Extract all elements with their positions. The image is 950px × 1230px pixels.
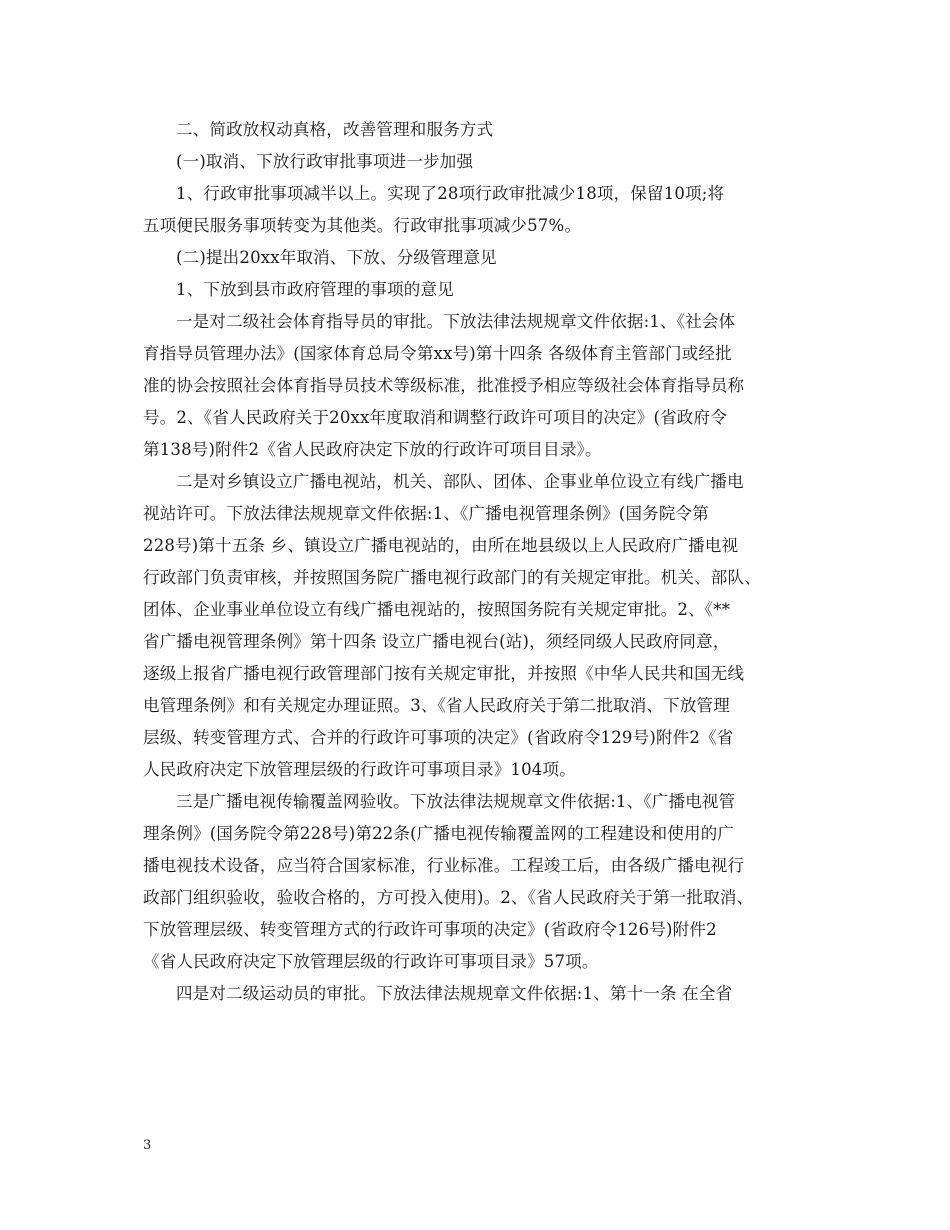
text-line: 1、行政审批事项减半以上。实现了28项行政审批减少18项，保留10项;将 <box>176 184 725 203</box>
text-line: 三是广播电视传输覆盖网验收。下放法律法规规章文件依据:1、《广播电视管 <box>176 792 736 811</box>
text-line: (二)提出20xx年取消、下放、分级管理意见 <box>176 248 497 267</box>
text-line: 下放管理层级、转变管理方式的行政许可事项的决定》(省政府令126号)附件2 <box>143 920 717 939</box>
text-line: 电管理条例》和有关规定办理证照。3、《省人民政府关于第二批取消、下放管理 <box>143 696 730 715</box>
text-line: 号。2、《省人民政府关于20xx年度取消和调整行政许可项目的决定》(省政府令 <box>143 408 727 427</box>
text-line: 人民政府决定下放管理层级的行政许可事项目录》104项。 <box>143 760 576 779</box>
text-line: 五项便民服务事项转变为其他类。行政审批事项减少57%。 <box>143 216 582 235</box>
text-line: 228号)第十五条 乡、镇设立广播电视站的，由所在地县级以上人民政府广播电视 <box>143 536 739 555</box>
text-line: 省广播电视管理条例》第十四条 设立广播电视台(站)，须经同级人民政府同意， <box>143 632 730 651</box>
text-line: 第138号)附件2《省人民政府决定下放的行政许可项目目录》。 <box>143 440 602 459</box>
text-line: 一是对二级社会体育指导员的审批。下放法律法规规章文件依据:1、《社会体 <box>176 312 736 331</box>
text-line: 二是对乡镇设立广播电视站，机关、部队、团体、企事业单位设立有线广播电 <box>176 472 744 491</box>
text-line: 《省人民政府决定下放管理层级的行政许可事项目录》57项。 <box>143 952 599 971</box>
page-number: 3 <box>143 1138 152 1153</box>
text-line: 逐级上报省广播电视行政管理部门按有关规定审批，并按照《中华人民共和国无线 <box>143 664 745 683</box>
text-line: 视站许可。下放法律法规规章文件依据:1、《广播电视管理条例》(国务院令第 <box>143 504 709 523</box>
text-line: 理条例》(国务院令第228号)第22条(广播电视传输覆盖网的工程建设和使用的广 <box>143 824 735 843</box>
text-line: 1、下放到县市政府管理的事项的意见 <box>176 280 454 299</box>
text-line: 四是对二级运动员的审批。下放法律法规规章文件依据:1、第十一条 在全省 <box>176 984 733 1003</box>
text-line: 行政部门负责审核，并按照国务院广播电视行政部门的有关规定审批。机关、部队、 <box>143 568 761 587</box>
text-line: 团体、企业事业单位设立有线广播电视站的，按照国务院有关规定审批。2、《** <box>143 600 731 619</box>
text-line: 政部门组织验收，验收合格的，方可投入使用)。2、《省人民政府关于第一批取消、 <box>143 888 754 907</box>
text-line: (一)取消、下放行政审批事项进一步加强 <box>176 152 474 171</box>
text-line: 层级、转变管理方式、合并的行政许可事项的决定》(省政府令129号)附件2《省 <box>143 728 734 747</box>
text-line: 二、简政放权动真格，改善管理和服务方式 <box>176 120 494 139</box>
text-line: 育指导员管理办法》(国家体育总局令第xx号)第十四条 各级体育主管部门或经批 <box>143 344 732 363</box>
text-line: 播电视技术设备，应当符合国家标准，行业标准。工程竣工后，由各级广播电视行 <box>143 856 745 875</box>
document-body <box>143 114 823 1010</box>
text-line: 准的协会按照社会体育指导员技术等级标准，批准授予相应等级社会体育指导员称 <box>143 376 745 395</box>
